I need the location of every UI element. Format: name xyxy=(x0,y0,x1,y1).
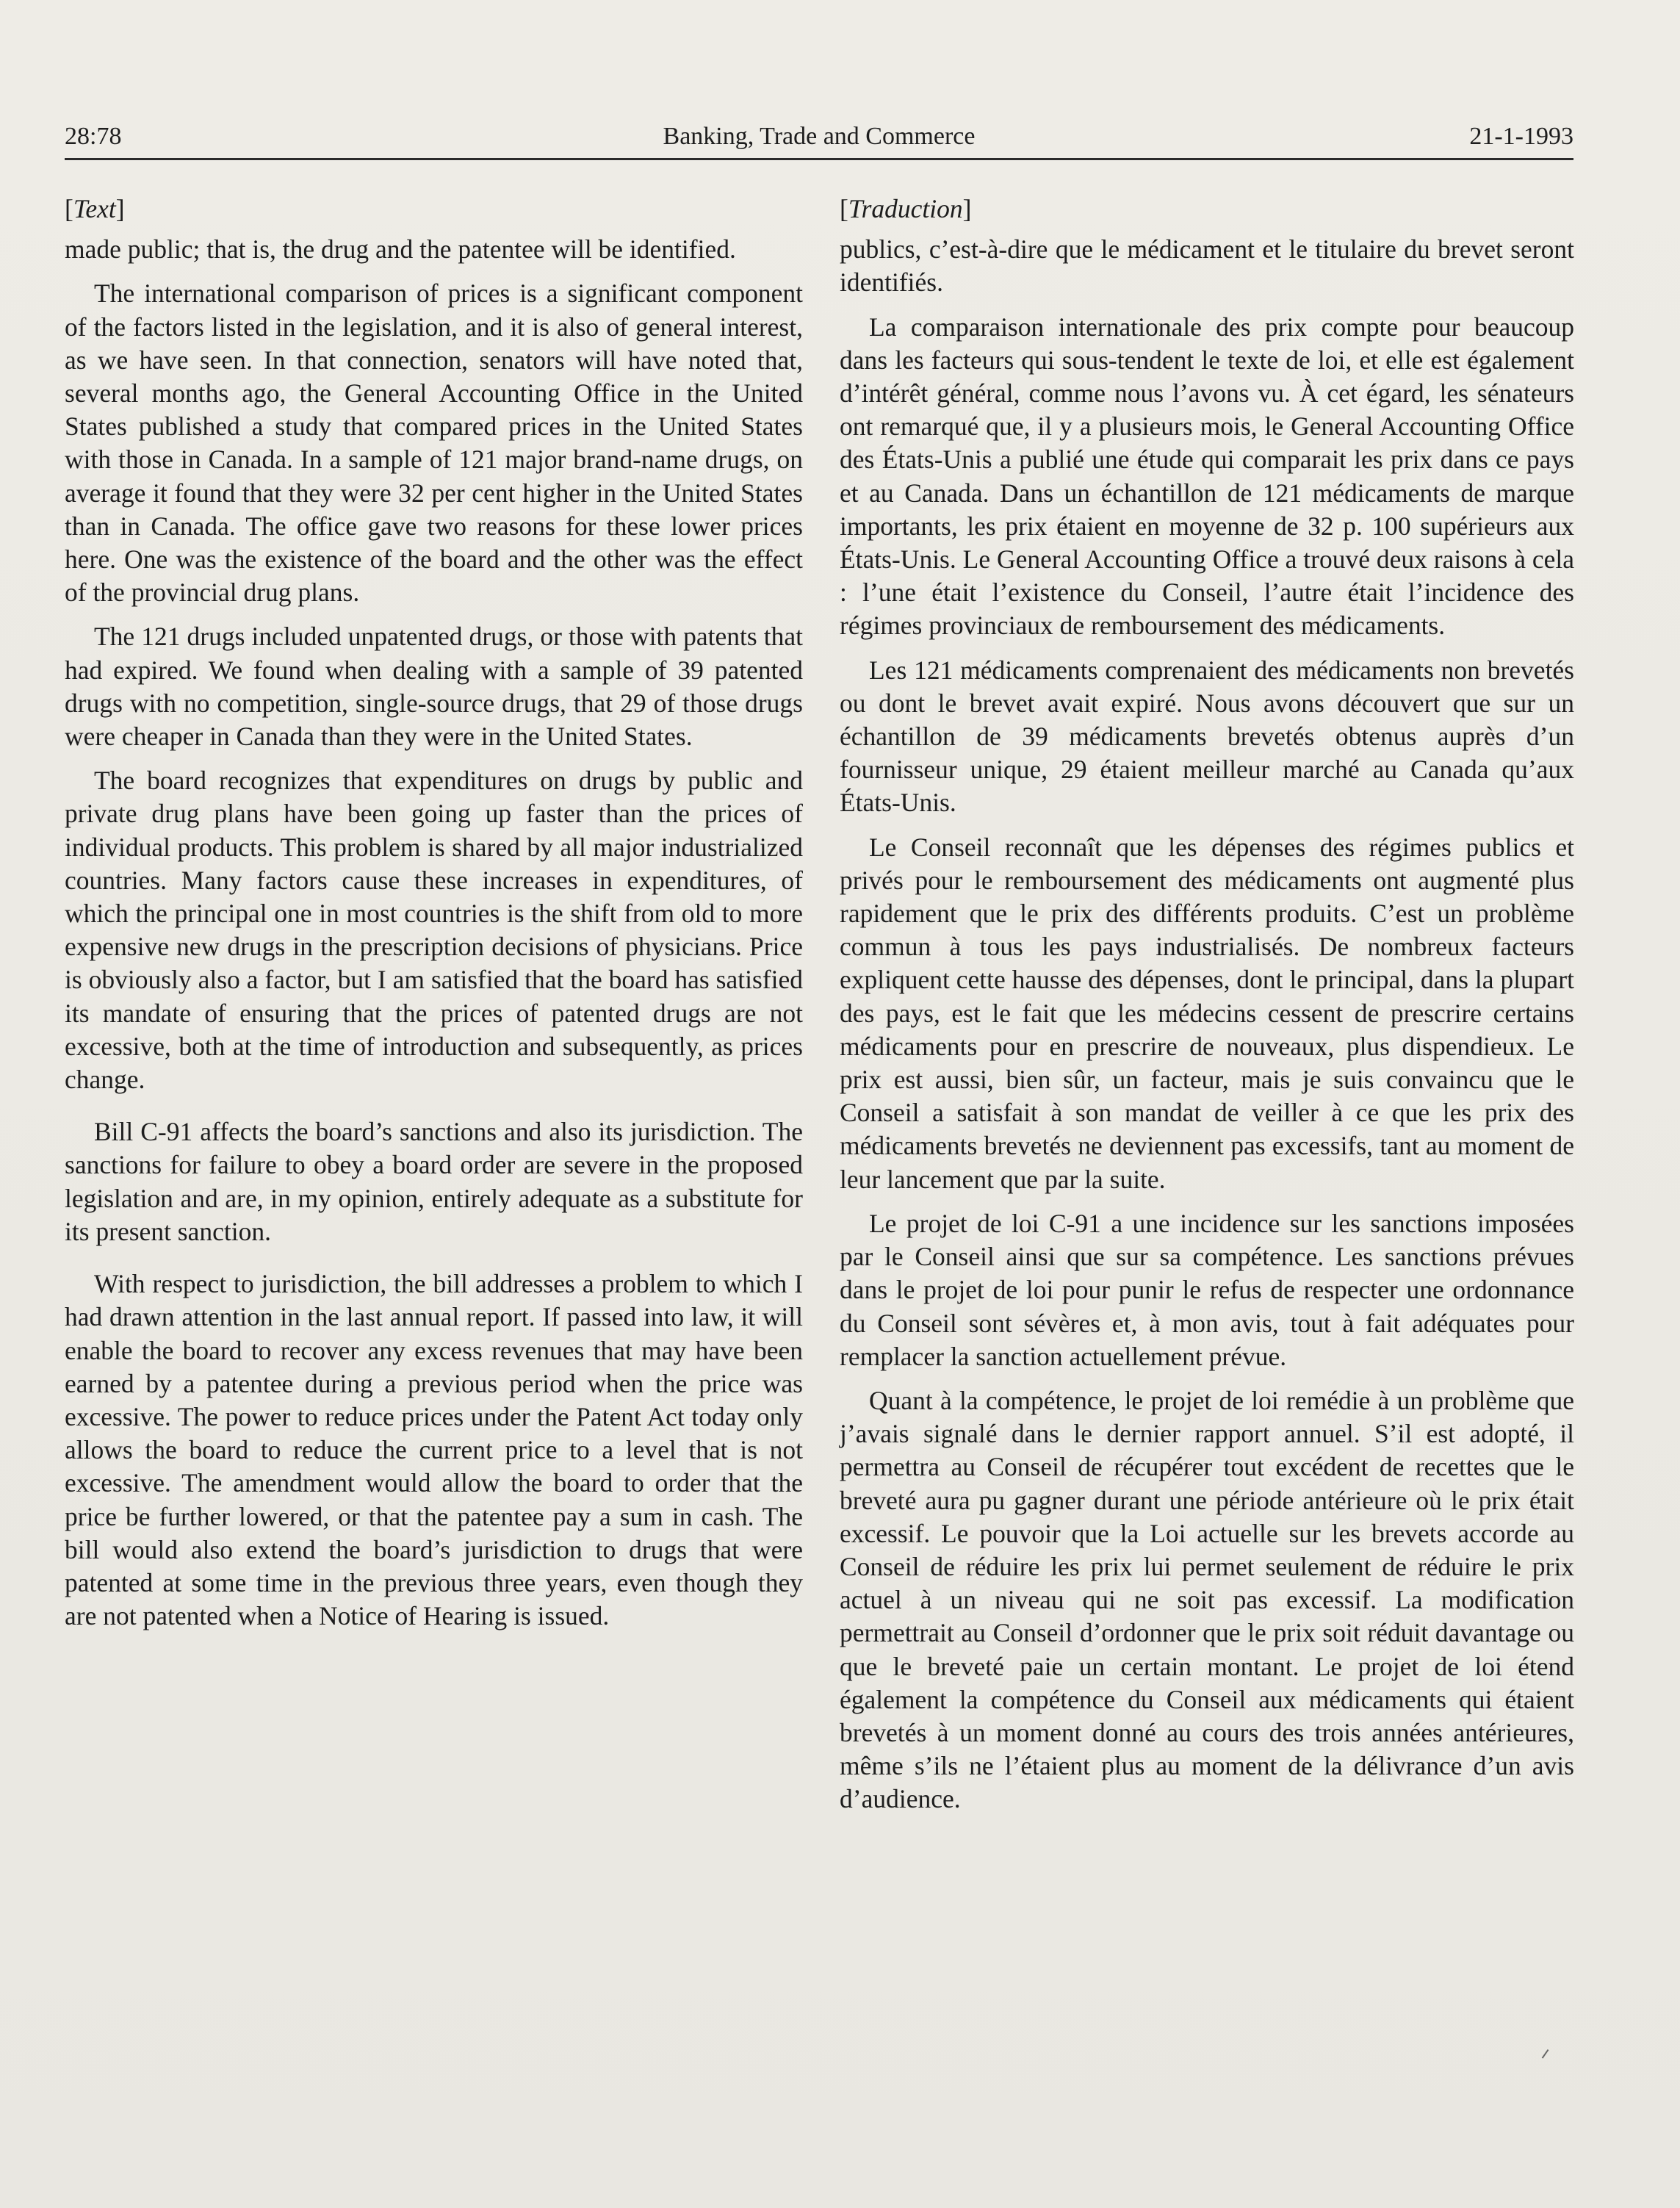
publication-title: Banking, Trade and Commerce xyxy=(663,123,976,150)
paragraph: Bill C-91 affects the board’s sanctions and also its jurisdiction. The sanctions for failure to obey a board order are severe in the proposed legislation and are, in my opinion, entirely adequate as a substitute for its present sanction. xyxy=(65,1117,803,1246)
paragraph: Les 121 médicaments comprenaient des médicaments non brevetés ou dont le brevet avait expiré. Nous avons découvert que sur un échantillon de 39 médicaments brevetés obtenus auprès d’un fournisseur unique, 29 étaient meilleur marché au Canada qu’aux États-Unis. xyxy=(840,655,1574,818)
header-rule xyxy=(65,158,1573,160)
paragraph: publics, c’est-à-dire que le médicament et le titulaire du brevet seront identifiés. xyxy=(840,234,1574,298)
paragraph: made public; that is, the drug and the patentee will be identified. xyxy=(65,234,736,265)
paragraph: With respect to jurisdiction, the bill addresses a problem to which I had drawn attention in the last annual report. If passed into law, it will enable the board to recover any excess revenues that may have been earned by a patentee during a previous period when the price was excessive. The power to reduce prices under the Patent Act today only allows the board to reduce the current price to a level that is not excessive. The amendment would allow the board to order that the price be further lowered, or that the patentee pay a sum in cash. The bill would also extend the board’s jurisdiction to drugs that were patented at some time in the previous three years, even though they are not patented when a Notice of Hearing is issued. xyxy=(65,1269,803,1631)
page-number: 28:78 xyxy=(65,123,122,150)
paragraph: The 121 drugs included unpatented drugs, or those with patents that had expired. We found when dealing with a sample of 39 patented drugs with no competition, single-source drugs, that 29 of those drugs were cheaper in Canada than they were in the United States. xyxy=(65,622,803,752)
header-date: 21-1-1993 xyxy=(1469,123,1573,150)
traduction-tag: [Traduction] xyxy=(840,194,972,223)
paragraph: Le projet de loi C-91 a une incidence sur les sanctions imposées par le Conseil ainsi que sur sa compétence. Les sanctions prévues dans le projet de loi pour punir le refus de respecter une ordonnance du Conseil sont sévères et, à mon avis, tout à fait adéquates pour remplacer la sanction actuellement prévue. xyxy=(840,1208,1574,1371)
english-column xyxy=(65,193,803,1644)
paragraph: Le Conseil reconnaît que les dépenses des régimes publics et privés pour le remboursement des médicaments ont augmenté plus rapidement que le prix des différents produits. C’est un problème commun à tous les pays industrialisés. De nombreux facteurs expliquent cette hausse des dépenses, dont le principal, dans la plupart des pays, est le fait que les médecins cessent de prescrire certains médicaments pour en prescrire de nouveaux, plus dispendieux. Le prix est aussi, bien sûr, un facteur, mais je suis convaincu que le Conseil a satisfait à son mandat de veiller à ce que les prix des médicaments brevetés ne deviennent pas excessifs, tant au moment de leur lancement que par la suite. xyxy=(840,832,1574,1194)
text-tag: [Text] xyxy=(65,194,125,223)
paragraph: The board recognizes that expenditures on drugs by public and private drug plans have been going up faster than the prices of individual products. This problem is shared by all major industrialized countries. Many factors cause these increases in expenditures, of which the principal one in most countries is the shift from old to more expensive new drugs in the prescription decisions of physicians. Price is obviously also a factor, but I am satisfied that the board has satisfied its mandate of ensuring that the prices of patented drugs are not excessive, both at the time of introduction and subsequently, as prices change. xyxy=(65,766,803,1095)
pencil-mark xyxy=(1542,2049,1553,2061)
french-column xyxy=(840,193,1574,1827)
paragraph: The international comparison of prices is a significant component of the factors listed in the legislation, and it is also of general interest, as we have seen. In that connection, senators will have noted that, several months ago, the General Accounting Office in the United States published a study that compared prices in the United States with those in Canada. In a sample of 121 major brand-name drugs, on average it found that they were 32 per cent higher in the United States than in Canada. The office gave two reasons for these lower prices here. One was the existence of the board and the other was the effect of the provincial drug plans. xyxy=(65,278,803,608)
paragraph: La comparaison internationale des prix compte pour beaucoup dans les facteurs qui sous-tendent le texte de loi, et elle est également d’intérêt général, comme nous l’avons vu. À cet égard, les sénateurs ont remarqué que, il y a plusieurs mois, le General Accounting Office des États-Unis a publié une étude qui comparait les prix dans ce pays et au Canada. Dans un échantillon de 121 médicaments de marque importants, les prix étaient en moyenne de 32 p. 100 supérieurs aux États-Unis. Le General Accounting Office a trouvé deux raisons à cela : l’une était l’existence du Conseil, l’autre était l’incidence des régimes provinciaux de remboursement des médicaments. xyxy=(840,312,1574,641)
running-header xyxy=(65,118,1573,156)
paragraph: Quant à la compétence, le projet de loi remédie à un problème que j’avais signalé dans le dernier rapport annuel. S’il est adopté, il permettra au Conseil de récupérer tout excédent de recettes que le breveté aura pu gagner durant une période antérieure où le prix était excessif. Le pouvoir que la Loi actuelle sur les brevets accorde au Conseil de réduire les prix lui permet seulement de réduire le prix actuel à un niveau qui ne soit pas excessif. La modification permettrait au Conseil d’ordonner que le prix soit réduit davantage ou que le breveté paie un certain montant. Le projet de loi étend également la compétence du Conseil aux médicaments qui étaient brevetés à un moment donné au cours des trois années antérieures, même s’ils ne l’étaient plus au moment de la délivrance d’un avis d’audience. xyxy=(840,1385,1574,1814)
